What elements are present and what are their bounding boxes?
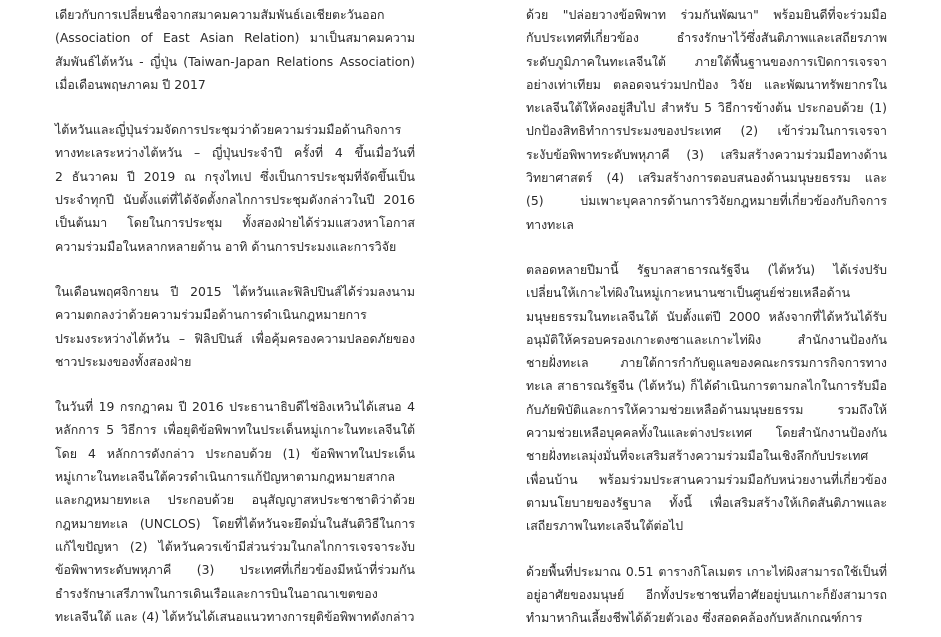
text-line: ข้อพิพาทระดับพหุภาคี (3) ประเทศที่เกี่ยวข้องมีหน้าที่ร่วมกัน [55,562,415,578]
text-line: ในเดือนพฤศจิกายน ปี 2015 ไต้หวันและฟิลิปปินส์ได้ร่วมลงนาม [55,283,415,299]
left-column-paragraph-1 [55,3,415,96]
text-line: หลักการ 5 วิธีการ เพื่อยุติข้อพิพาทในประเด็นหมู่เกาะในทะเลจีนใต้ [55,422,415,438]
left-column [55,3,415,637]
text-line: กับประเทศที่เกี่ยวข้อง ธำรงรักษาไว้ซึ่งสันติภาพและเสถียรภาพ [526,30,887,46]
text-line: และกฎหมายทะเล ประกอบด้วย อนุสัญญาสหประชาชาติว่าด้วย [55,492,415,508]
left-column-paragraph-3 [55,280,415,373]
text-line: ชายฝั่งทะเลมุ่งมั่นที่จะเสริมสร้างความร่วมมือในเชิงลึกกับประเทศ [526,448,869,464]
text-line: กับภัยพิบัติและการให้ความช่วยเหลือด้านมนุษยธรรม รวมถึงให้ [526,401,887,417]
text-line: ไต้หวันและญี่ปุ่นร่วมจัดการประชุมว่าด้วยความร่วมมือด้านกิจการ [55,122,402,138]
text-line: สัมพันธ์ไต้หวัน - ญี่ปุ่น (Taiwan-Japan Relations Association) [55,53,415,69]
text-line: เสถียรภาพในทะเลจีนใต้ต่อไป [526,518,684,534]
text-line: ปกป้องสิทธิทำการประมงของประเทศ (2) เข้าร่วมในการเจรจา [526,123,887,139]
text-line: ประจำทุกปี นับตั้งแต่ที่ได้จัดตั้งกลไกการประชุมดังกล่าวในปี 2016 [55,192,415,208]
text-line: เป็นต้นมา โดยในการประชุม ทั้งสองฝ่ายได้ร่วมแสวงหาโอกาส [55,215,415,231]
text-line: ระงับข้อพิพาทระดับพหุภาคี (3) เสริมสร้างความร่วมมือทางด้าน [526,146,887,162]
right-column-paragraph-1 [526,3,887,236]
text-line: ตลอดหลายปีมานี้ รัฐบาลสาธารณรัฐจีน (ไต้หวัน) ได้เร่งปรับ [526,261,887,277]
text-line: ทะเล สาธารณรัฐจีน (ไต้หวัน) ก็ได้ดำเนินการตามกลไกในการรับมือ [526,378,887,394]
text-line: เดียวกับการเปลี่ยนชื่อจากสมาคมความสัมพันธ์เอเชียตะวันออก [55,7,385,22]
text-line: เพื่อนบ้าน พร้อมร่วมประสานความร่วมมือกับหน่วยงานที่เกี่ยวข้อง [526,471,887,487]
text-line: (Association of East Asian Relation) มาเป็นสมาคมความ [55,30,415,46]
left-column-paragraph-2 [55,118,415,258]
text-line: อย่างเท่าเทียม ตลอดจนร่วมปกป้อง วิจัย และพัฒนาทรัพยากรใน [526,76,887,92]
text-line: แก้ไขปัญหา (2) ไต้หวันควรเข้ามีส่วนร่วมในกลไกการเจรจาระงับ [55,538,415,554]
text-line: ชาวประมงของทั้งสองฝ่าย [55,353,192,369]
text-line: ชายฝั่งทะเล ภายใต้การกำกับดูแลของคณะกรรมการกิจการทาง [526,355,887,371]
text-line: ธำรงรักษาเสรีภาพในการเดินเรือและการบินในอาณาเขตของ [55,585,378,601]
text-line: ทางทะเลระหว่างไต้หวัน – ญี่ปุ่นประจำปี ครั้งที่ 4 ขึ้นเมื่อวันที่ [55,145,415,161]
text-line: มนุษยธรรมในทะเลจีนใต้ นับตั้งแต่ปี 2000 หลังจากที่ได้หวันได้รับ [526,308,887,324]
text-line: โดย 4 หลักการดังกล่าว ประกอบด้วย (1) ข้อพิพาทในประเด็น [55,445,415,461]
text-line: เมื่อเดือนพฤษภาคม ปี 2017 [55,76,206,92]
text-line: ด้วย "ปล่อยวางข้อพิพาท ร่วมกันพัฒนา" พร้อมยินดีที่จะร่วมมือ [526,7,887,22]
text-line: เปลี่ยนให้เกาะไท่ผิงในหมู่เกาะหนานซาเป็นศูนย์ช่วยเหลือด้าน [526,285,851,301]
text-line: ความช่วยเหลือบุคคลทั้งในและต่างประเทศ โดยสำนักงานป้องกัน [526,425,887,441]
text-line: หมู่เกาะในทะเลจีนใต้ควรดำเนินการแก้ปัญหาตามกฎหมายสากล [55,469,396,485]
text-line: ทางทะเล [526,216,574,232]
text-line: (5) บ่มเพาะบุคลากรด้านการวิจัยกฎหมายที่เกี่ยวข้องกับกิจการ [526,193,887,209]
text-line: ระดับภูมิภาคในทะเลจีนใต้ ภายใต้พื้นฐานของการเปิดการเจรจา [526,53,887,69]
right-column-paragraph-3 [526,560,887,630]
text-line: ประมงระหว่างไต้หวัน – ฟิลิปปินส์ เพื่อคุ้มครองความปลอดภัยของ [55,330,415,346]
text-line: กฎหมายทะเล (UNCLOS) โดยที่ไต้หวันจะยึดมั่นในสันติวิธีในการ [55,515,415,531]
text-line: อนุมัติให้ครอบครองเกาะตงซาและเกาะไท่ผิง สำนักงานป้องกัน [526,331,887,347]
text-line: ในวันที่ 19 กรกฎาคม ปี 2016 ประธานาธิบดีไช่อิงเหวินได้เสนอ 4 [55,399,415,415]
left-column-paragraph-4 [55,395,415,628]
text-line: ทะเลจีนใต้ และ (4) ไต้หวันได้เสนอแนวทางการยุติข้อพิพาทดังกล่าว [55,608,415,624]
text-line: ทำมาหากินเลี้ยงชีพได้ด้วยตัวเอง ซึ่งสอดคล้องกับหลักเกณฑ์การ [526,610,863,626]
text-line: ทะเลจีนใต้ให้คงอยู่สืบไป สำหรับ 5 วิธีการข้างต้น ประกอบด้วย (1) [526,100,887,116]
text-line: 2 ธันวาคม ปี 2019 ณ กรุงไทเป ซึ่งเป็นการประชุมที่จัดขึ้นเป็น [55,168,415,184]
text-line: ความตกลงว่าด้วยความร่วมมือด้านการดำเนินกฎหมายการ [55,307,367,323]
text-line: ด้วยพื้นที่ประมาณ 0.51 ตารางกิโลเมตร เกาะไท่ผิงสามารถใช้เป็นที่ [526,563,887,579]
text-line: ความร่วมมือในหลากหลายด้าน อาทิ ด้านการประมงและการวิจัย [55,238,397,254]
right-column-paragraph-2 [526,258,887,538]
right-column [526,3,887,637]
text-line: อยู่อาศัยของมนุษย์ อีกทั้งประชาชนที่อาศัยอยู่บนเกาะก็ยังสามารถ [526,586,887,602]
text-line: ตามนโยบายของรัฐบาล ทั้งนี้ เพื่อเสริมสร้างให้เกิดสันติภาพและ [526,494,887,510]
text-line: วิทยาศาสตร์ (4) เสริมสร้างการตอบสนองด้านมนุษยธรรม และ [526,170,887,186]
